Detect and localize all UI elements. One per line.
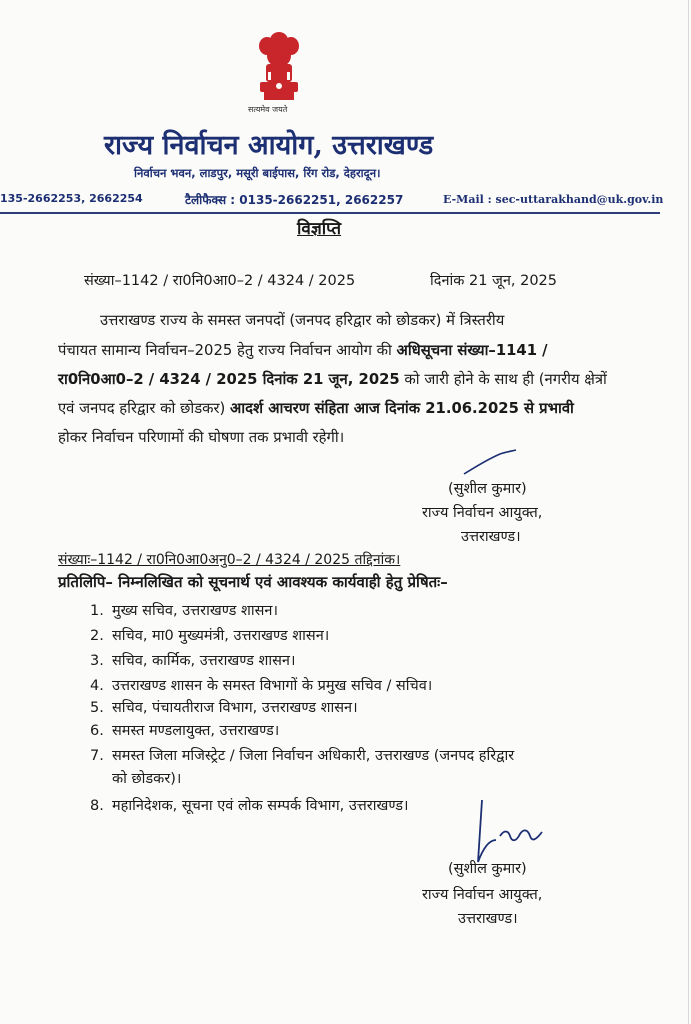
item-text: महानिदेशक, सूचना एवं लोक सम्पर्क विभाग, उत्तराखण्ड। (112, 798, 409, 814)
emblem-motto: सत्यमेव जयते (248, 105, 288, 114)
body-text-bold: रा0नि0आ0–2 / 4324 / 2025 दिनांक 21 जून, 2025 (58, 371, 400, 388)
page-edge (688, 0, 689, 1024)
item-number: 5. (90, 700, 104, 716)
telefax-numbers: टैलीफैक्स : 0135-2662251, 2662257 (185, 193, 404, 207)
list-item (90, 795, 409, 815)
notice-heading: विज्ञप्ति (297, 219, 342, 239)
item-number: 2. (90, 628, 104, 644)
list-item (90, 600, 278, 620)
item-number: 7. (90, 748, 104, 764)
header-divider (0, 212, 660, 214)
list-item (90, 675, 432, 695)
item-text: समस्त जिला मजिस्ट्रेट / जिला निर्वाचन अधिकारी, उत्तराखण्ड (जनपद हरिद्वार (112, 748, 515, 764)
signature-initials (470, 796, 550, 866)
email-address: E-Mail : sec-uttarakhand@uk.gov.in (443, 193, 664, 206)
signatory-post: राज्य निर्वाचन आयुक्त, (422, 505, 543, 521)
item-text: सचिव, पंचायतीराज विभाग, उत्तराखण्ड शासन। (112, 700, 358, 716)
phone-numbers: 135-2662253, 2662254 (0, 192, 143, 205)
list-item (90, 650, 295, 670)
signatory-name: (सुशील कुमार) (448, 481, 527, 497)
signatory-state: उत्तराखण्ड। (458, 911, 518, 927)
item-text: को छोडकर)। (112, 771, 182, 787)
body-text: पंचायत सामान्य निर्वाचन–2025 हेतु राज्य निर्वाचन आयोग की (58, 342, 397, 359)
signatory-post: राज्य निर्वाचन आयुक्त, (422, 887, 543, 903)
notice-number: संख्या–1142 / रा0नि0आ0–2 / 4324 / 2025 (84, 273, 356, 289)
signatory-state: उत्तराखण्ड। (461, 529, 521, 545)
body-text-bold: आदर्श आचरण संहिता आज दिनांक 21.06.2025 से प्रभावी (230, 400, 574, 417)
body-line-2 (58, 340, 548, 360)
list-item (90, 745, 514, 765)
copy-reference: संख्याः–1142 / रा0नि0आ0अनु0–2 / 4324 / 2025 तद्दिनांक। (58, 552, 401, 568)
item-text: मुख्य सचिव, उत्तराखण्ड शासन। (112, 603, 278, 619)
list-item (90, 720, 279, 740)
body-text: को जारी होने के साथ ही (नगरीय क्षेत्रों (399, 371, 607, 388)
notice-date: दिनांक 21 जून, 2025 (430, 273, 557, 289)
item-number: 8. (90, 798, 104, 814)
org-address: निर्वाचन भवन, लाडपुर, मसूरी बाईपास, रिंग रोड, देहरादून। (134, 166, 381, 180)
list-item (90, 625, 329, 645)
body-text-bold: अधिसूचना संख्या–1141 / (396, 342, 548, 359)
item-text: सचिव, कार्मिक, उत्तराखण्ड शासन। (112, 653, 296, 669)
item-number: 4. (90, 678, 104, 694)
item-text: सचिव, मा0 मुख्यमंत्री, उत्तराखण्ड शासन। (112, 628, 330, 644)
list-item (90, 768, 181, 788)
state-emblem-icon (250, 30, 308, 110)
body-text: एवं जनपद हरिद्वार को छोडकर) (58, 400, 231, 417)
item-number: 1. (90, 603, 104, 619)
body-line-5 (58, 427, 344, 447)
item-text: समस्त मण्डलायुक्त, उत्तराखण्ड। (112, 723, 280, 739)
item-number: 6. (90, 723, 104, 739)
body-line-4 (58, 398, 574, 418)
body-text: उत्तराखण्ड राज्य के समस्त जनपदों (जनपद हरिद्वार को छोडकर) में त्रिस्तरीय (100, 312, 505, 329)
body-text: होकर निर्वाचन परिणामों की घोषणा तक प्रभावी रहेगी। (58, 429, 345, 446)
item-text: उत्तराखण्ड शासन के समस्त विभागों के प्रमुख सचिव / सचिव। (112, 678, 433, 694)
signatory-name: (सुशील कुमार) (448, 861, 527, 877)
signature-mark (460, 448, 520, 478)
item-number: 3. (90, 653, 104, 669)
org-title: राज्य निर्वाचन आयोग, उत्तराखण्ड (104, 130, 434, 161)
list-item (90, 697, 358, 717)
body-line-3 (58, 369, 607, 389)
body-line-1 (100, 310, 504, 330)
copy-to-heading: प्रतिलिपि– निम्नलिखित को सूचनार्थ एवं आवश्यक कार्यवाही हेतु प्रेषितः– (58, 573, 448, 591)
